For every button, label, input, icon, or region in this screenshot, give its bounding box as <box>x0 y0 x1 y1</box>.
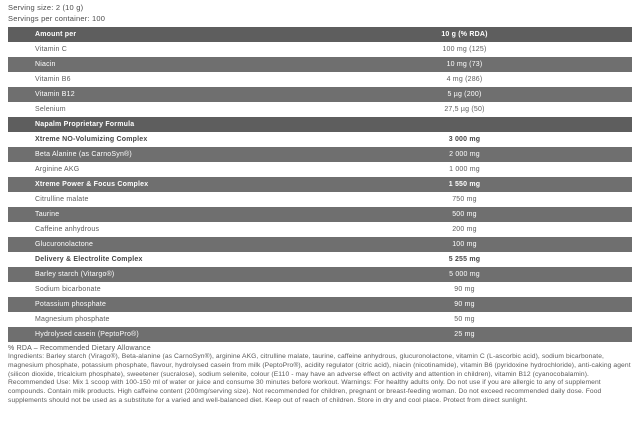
ingredient-value: 100 mg (125) <box>442 46 487 53</box>
table-row <box>8 117 632 132</box>
ingredient-name: Delivery & Electrolite Complex <box>35 256 143 263</box>
table-row <box>8 72 632 87</box>
table-row <box>8 237 632 252</box>
ingredient-value: 50 mg <box>454 316 475 323</box>
ingredient-name: Xtreme Power & Focus Complex <box>35 181 149 188</box>
ingredient-value: 90 mg <box>454 301 475 308</box>
ingredient-name: Hydrolysed casein (PeptoPro®) <box>35 331 139 338</box>
ingredient-value: 750 mg <box>452 196 477 203</box>
table-row <box>8 297 632 312</box>
ingredient-name: Citrulline malate <box>35 196 89 203</box>
ingredient-name: Niacin <box>35 61 56 68</box>
table-row <box>8 282 632 297</box>
ingredient-name: Magnesium phosphate <box>35 316 110 323</box>
table-row <box>8 177 632 192</box>
ingredient-value: 5 µg (200) <box>447 91 482 98</box>
ingredient-value: 2 000 mg <box>449 151 480 158</box>
ingredient-value: 100 mg <box>452 241 477 248</box>
ingredient-name: Barley starch (Vitargo®) <box>35 271 115 278</box>
ingredient-value: 500 mg <box>452 211 477 218</box>
ingredient-value: 200 mg <box>452 226 477 233</box>
table-header-row <box>8 27 632 42</box>
ingredient-name: Selenium <box>35 106 66 113</box>
ingredient-name: Vitamin B12 <box>35 91 75 98</box>
table-row <box>8 327 632 342</box>
table-row <box>8 312 632 327</box>
ingredient-value: 10 mg (73) <box>446 61 483 68</box>
ingredient-value: 27,5 µg (50) <box>444 106 485 113</box>
table-row <box>8 162 632 177</box>
ingredient-name: Glucuronolactone <box>35 241 94 248</box>
recommended-use-text: Recommended Use: Mix 1 scoop with 100-150 ml of water or juice and consume 30 minutes before workout. <box>8 379 340 387</box>
ingredient-name: Napalm Proprietary Formula <box>35 121 135 128</box>
nutrition-table-rows <box>8 42 632 342</box>
serving-size: Serving size: 2 (10 g) <box>8 3 84 12</box>
column-header-amount-per: Amount per <box>35 31 77 38</box>
table-row <box>8 57 632 72</box>
ingredient-name: Vitamin B6 <box>35 76 71 83</box>
table-row <box>8 192 632 207</box>
fine-print <box>8 353 632 406</box>
ingredient-value: 1 550 mg <box>448 181 481 188</box>
ingredient-name: Sodium bicarbonate <box>35 286 101 293</box>
ingredient-value: 25 mg <box>454 331 475 338</box>
table-row <box>8 132 632 147</box>
ingredient-value: 3 000 mg <box>448 136 481 143</box>
table-row <box>8 42 632 57</box>
ingredient-name: Potassium phosphate <box>35 301 107 308</box>
table-row <box>8 147 632 162</box>
warnings-text: Warnings: For healthy adults only. Do not use if you are allergic to any of supplement compounds. Contain milk products. High caffeine content (200mg/serving size). Not recommended for children, pregnant or breast-feeding woman. Do not exceed recommended daily dose. Food supplements should not be used as a substitute for a varied and well-balanced diet. Keep out of reach of children. Store in dry and cool place. Protect from direct sunlight. <box>8 379 602 404</box>
ingredient-value: 5 255 mg <box>448 256 481 263</box>
ingredient-name: Vitamin C <box>35 46 68 53</box>
ingredients-text: Ingredients: Barley starch (Virago®), Beta-alanine (as CarnoSyn®), arginine AKG, citrulline malate, taurine, caffeine anhydrous, glucuronolactone, vitamin C (L-ascorbic acid), sodium bicarbonate, magnesium phosphate, potassium phosphate, flavour, hydrolysed casein from milk (PeptoPro®), acidity regulator (citric acid), niacin (nicotinamide), vitamin B6 (pyridoxine hydrochloride), anti-caking agent (silicon dioxide, tricalcium phosphate), sweetener (sucralose), sodium selenite, colour (E110 - may have an adverse effect on activity and attention in children), vitamin B12 (cyanocobalamin). <box>8 353 631 378</box>
ingredient-name: Arginine AKG <box>35 166 80 173</box>
table-row <box>8 252 632 267</box>
nutrition-table <box>8 27 632 342</box>
ingredient-name: Caffeine anhydrous <box>35 226 100 233</box>
table-row <box>8 207 632 222</box>
ingredient-name: Taurine <box>35 211 60 218</box>
serving-info <box>0 3 640 24</box>
table-row <box>8 87 632 102</box>
rda-footnote: % RDA – Recommended Dietary Allowance <box>8 345 151 352</box>
ingredient-value: 1 000 mg <box>449 166 480 173</box>
ingredient-value: 5 000 mg <box>449 271 480 278</box>
table-row <box>8 222 632 237</box>
ingredient-name: Beta Alanine (as CarnoSyn®) <box>35 151 132 158</box>
table-row <box>8 102 632 117</box>
ingredient-value: 90 mg <box>454 286 475 293</box>
column-header-value: 10 g (% RDA) <box>441 31 488 38</box>
table-row <box>8 267 632 282</box>
ingredient-value: 4 mg (286) <box>446 76 483 83</box>
servings-per-container: Servings per container: 100 <box>8 13 106 23</box>
ingredient-name: Xtreme NO-Volumizing Complex <box>35 136 148 143</box>
